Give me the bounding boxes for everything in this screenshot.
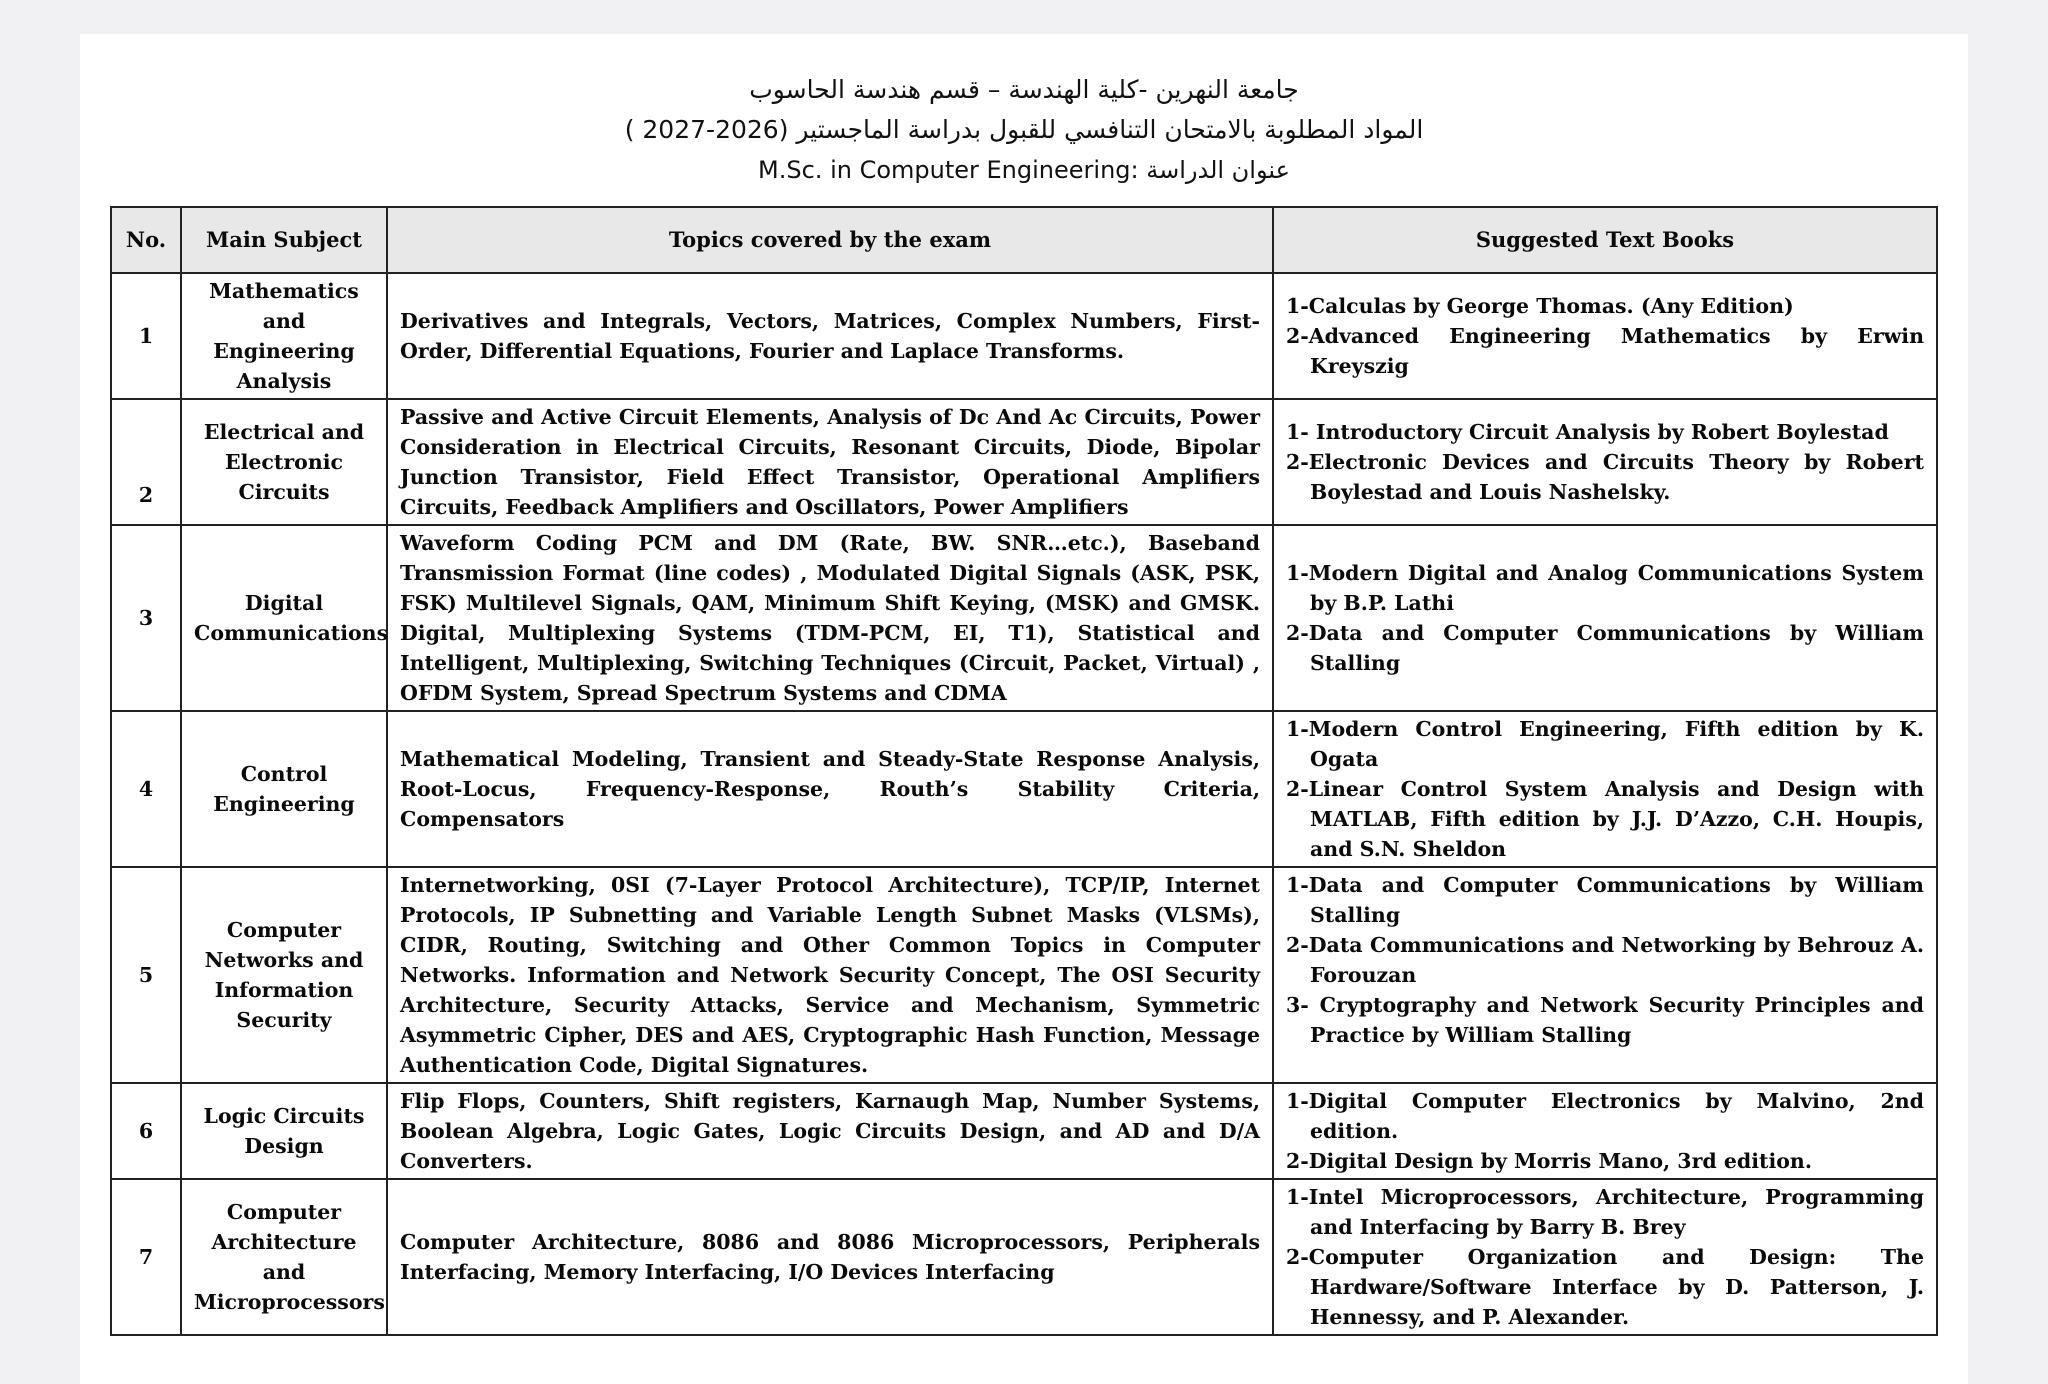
book-item: 2-Electronic Devices and Circuits Theory by Robert Boylestad and Louis Nashelsky. (1286, 450, 1924, 504)
table-header-row (111, 207, 1937, 273)
text-books (1273, 273, 1937, 399)
table-row (111, 1083, 1937, 1179)
header-text-books: Suggested Text Books (1273, 207, 1937, 273)
text-books (1273, 1179, 1937, 1335)
table-row (111, 711, 1937, 867)
book-item: 1- Introductory Circuit Analysis by Robert Boylestad (1286, 420, 1889, 444)
book-item: 2-Advanced Engineering Mathematics by Erwin Kreyszig (1286, 324, 1924, 378)
main-subject: Computer Networks and Information Security (181, 867, 387, 1083)
exam-topics: Passive and Active Circuit Elements, Analysis of Dc And Ac Circuits, Power Consideration in Electrical Circuits, Resonant Circuits, Diode, Bipolar Junction Transistor, Field Effect Transistor, Operational Amplifiers Circuits, Feedback Amplifiers and Oscillators, Power Amplifiers (387, 399, 1273, 525)
row-number: 6 (111, 1083, 181, 1179)
main-subject: Digital Communications (181, 525, 387, 711)
exam-topics: Waveform Coding PCM and DM (Rate, BW. SNR…etc.), Baseband Transmission Format (line codes) , Modulated Digital Signals (ASK, PSK, FSK) Multilevel Signals, QAM, Minimum Shift Keying, (MSK) and GMSK. Digital, Multiplexing Systems (TDM-PCM, EI, T1), Statistical and Intelligent, Multiplexing, Switching Techniques (Circuit, Packet, Virtual) , OFDM System, Spread Spectrum Systems and CDMA (387, 525, 1273, 711)
exam-topics: Flip Flops, Counters, Shift registers, Karnaugh Map, Number Systems, Boolean Algebra, Logic Gates, Logic Circuits Design, and AD and D/A Converters. (387, 1083, 1273, 1179)
document-page (80, 34, 1968, 1384)
header-topics: Topics covered by the exam (387, 207, 1273, 273)
book-item: 1-Digital Computer Electronics by Malvino, 2nd edition. (1286, 1089, 1924, 1143)
row-number: 2 (111, 399, 181, 525)
book-item: 3- Cryptography and Network Security Principles and Practice by William Stalling (1286, 993, 1924, 1047)
header-no: No. (111, 207, 181, 273)
table-row (111, 273, 1937, 399)
header-main-subject: Main Subject (181, 207, 387, 273)
main-subject: Logic Circuits Design (181, 1083, 387, 1179)
row-number: 4 (111, 711, 181, 867)
exam-topics: Computer Architecture, 8086 and 8086 Microprocessors, Peripherals Interfacing, Memory Interfacing, I/O Devices Interfacing (387, 1179, 1273, 1335)
book-item: 2-Linear Control System Analysis and Design with MATLAB, Fifth edition by J.J. D’Azzo, C.H. Houpis, and S.N. Sheldon (1286, 777, 1924, 861)
row-number: 7 (111, 1179, 181, 1335)
book-item: 1-Calculas by George Thomas. (Any Edition) (1286, 294, 1794, 318)
book-item: 2-Data and Computer Communications by William Stalling (1286, 621, 1924, 675)
main-subject: Electrical and Electronic Circuits (181, 399, 387, 525)
text-books (1273, 711, 1937, 867)
table-row (111, 525, 1937, 711)
table-row (111, 1179, 1937, 1335)
book-item: 1-Modern Control Engineering, Fifth edition by K. Ogata (1286, 717, 1924, 771)
main-subject: Control Engineering (181, 711, 387, 867)
row-number: 1 (111, 273, 181, 399)
main-subject: Computer Architecture and Microprocessors (181, 1179, 387, 1335)
exam-topics: Mathematical Modeling, Transient and Steady-State Response Analysis, Root-Locus, Frequency-Response, Routh’s Stability Criteria, Compensators (387, 711, 1273, 867)
university-title: جامعة النهرين -كلية الهندسة – قسم هندسة الحاسوب (749, 75, 1299, 104)
book-item: 1-Modern Digital and Analog Communications System by B.P. Lathi (1286, 561, 1924, 615)
book-item: 2-Computer Organization and Design: The Hardware/Software Interface by D. Patterson, J. Hennessy, and P. Alexander. (1286, 1245, 1924, 1329)
exam-topics: Derivatives and Integrals, Vectors, Matrices, Complex Numbers, First-Order, Differential Equations, Fourier and Laplace Transforms. (387, 273, 1273, 399)
book-item: 2-Digital Design by Morris Mano, 3rd edition. (1286, 1149, 1812, 1173)
book-item: 1-Intel Microprocessors, Architecture, Programming and Interfacing by Barry B. Brey (1286, 1185, 1924, 1239)
text-books (1273, 399, 1937, 525)
document-heading (80, 70, 1968, 190)
exam-subtitle: المواد المطلوبة بالامتحان التنافسي للقبول بدراسة الماجستير (2026-2027 ) (624, 115, 1424, 144)
table-row (111, 867, 1937, 1083)
row-number: 5 (111, 867, 181, 1083)
text-books (1273, 1083, 1937, 1179)
book-item: 2-Data Communications and Networking by Behrouz A. Forouzan (1286, 933, 1924, 987)
main-subject: Mathematics and Engineering Analysis (181, 273, 387, 399)
exam-subjects-table (110, 206, 1938, 1336)
program-title: M.Sc. in Computer Engineering: عنوان الدراسة (758, 156, 1290, 184)
text-books (1273, 525, 1937, 711)
exam-topics: Internetworking, 0SI (7-Layer Protocol Architecture), TCP/IP, Internet Protocols, IP Subnetting and Variable Length Subnet Masks (VLSMs), CIDR, Routing, Switching and Other Common Topics in Computer Networks. Information and Network Security Concept, The OSI Security Architecture, Security Attacks, Service and Mechanism, Symmetric Asymmetric Cipher, DES and AES, Cryptographic Hash Function, Message Authentication Code, Digital Signatures. (387, 867, 1273, 1083)
table-row (111, 399, 1937, 525)
row-number: 3 (111, 525, 181, 711)
text-books (1273, 867, 1937, 1083)
book-item: 1-Data and Computer Communications by William Stalling (1286, 873, 1924, 927)
